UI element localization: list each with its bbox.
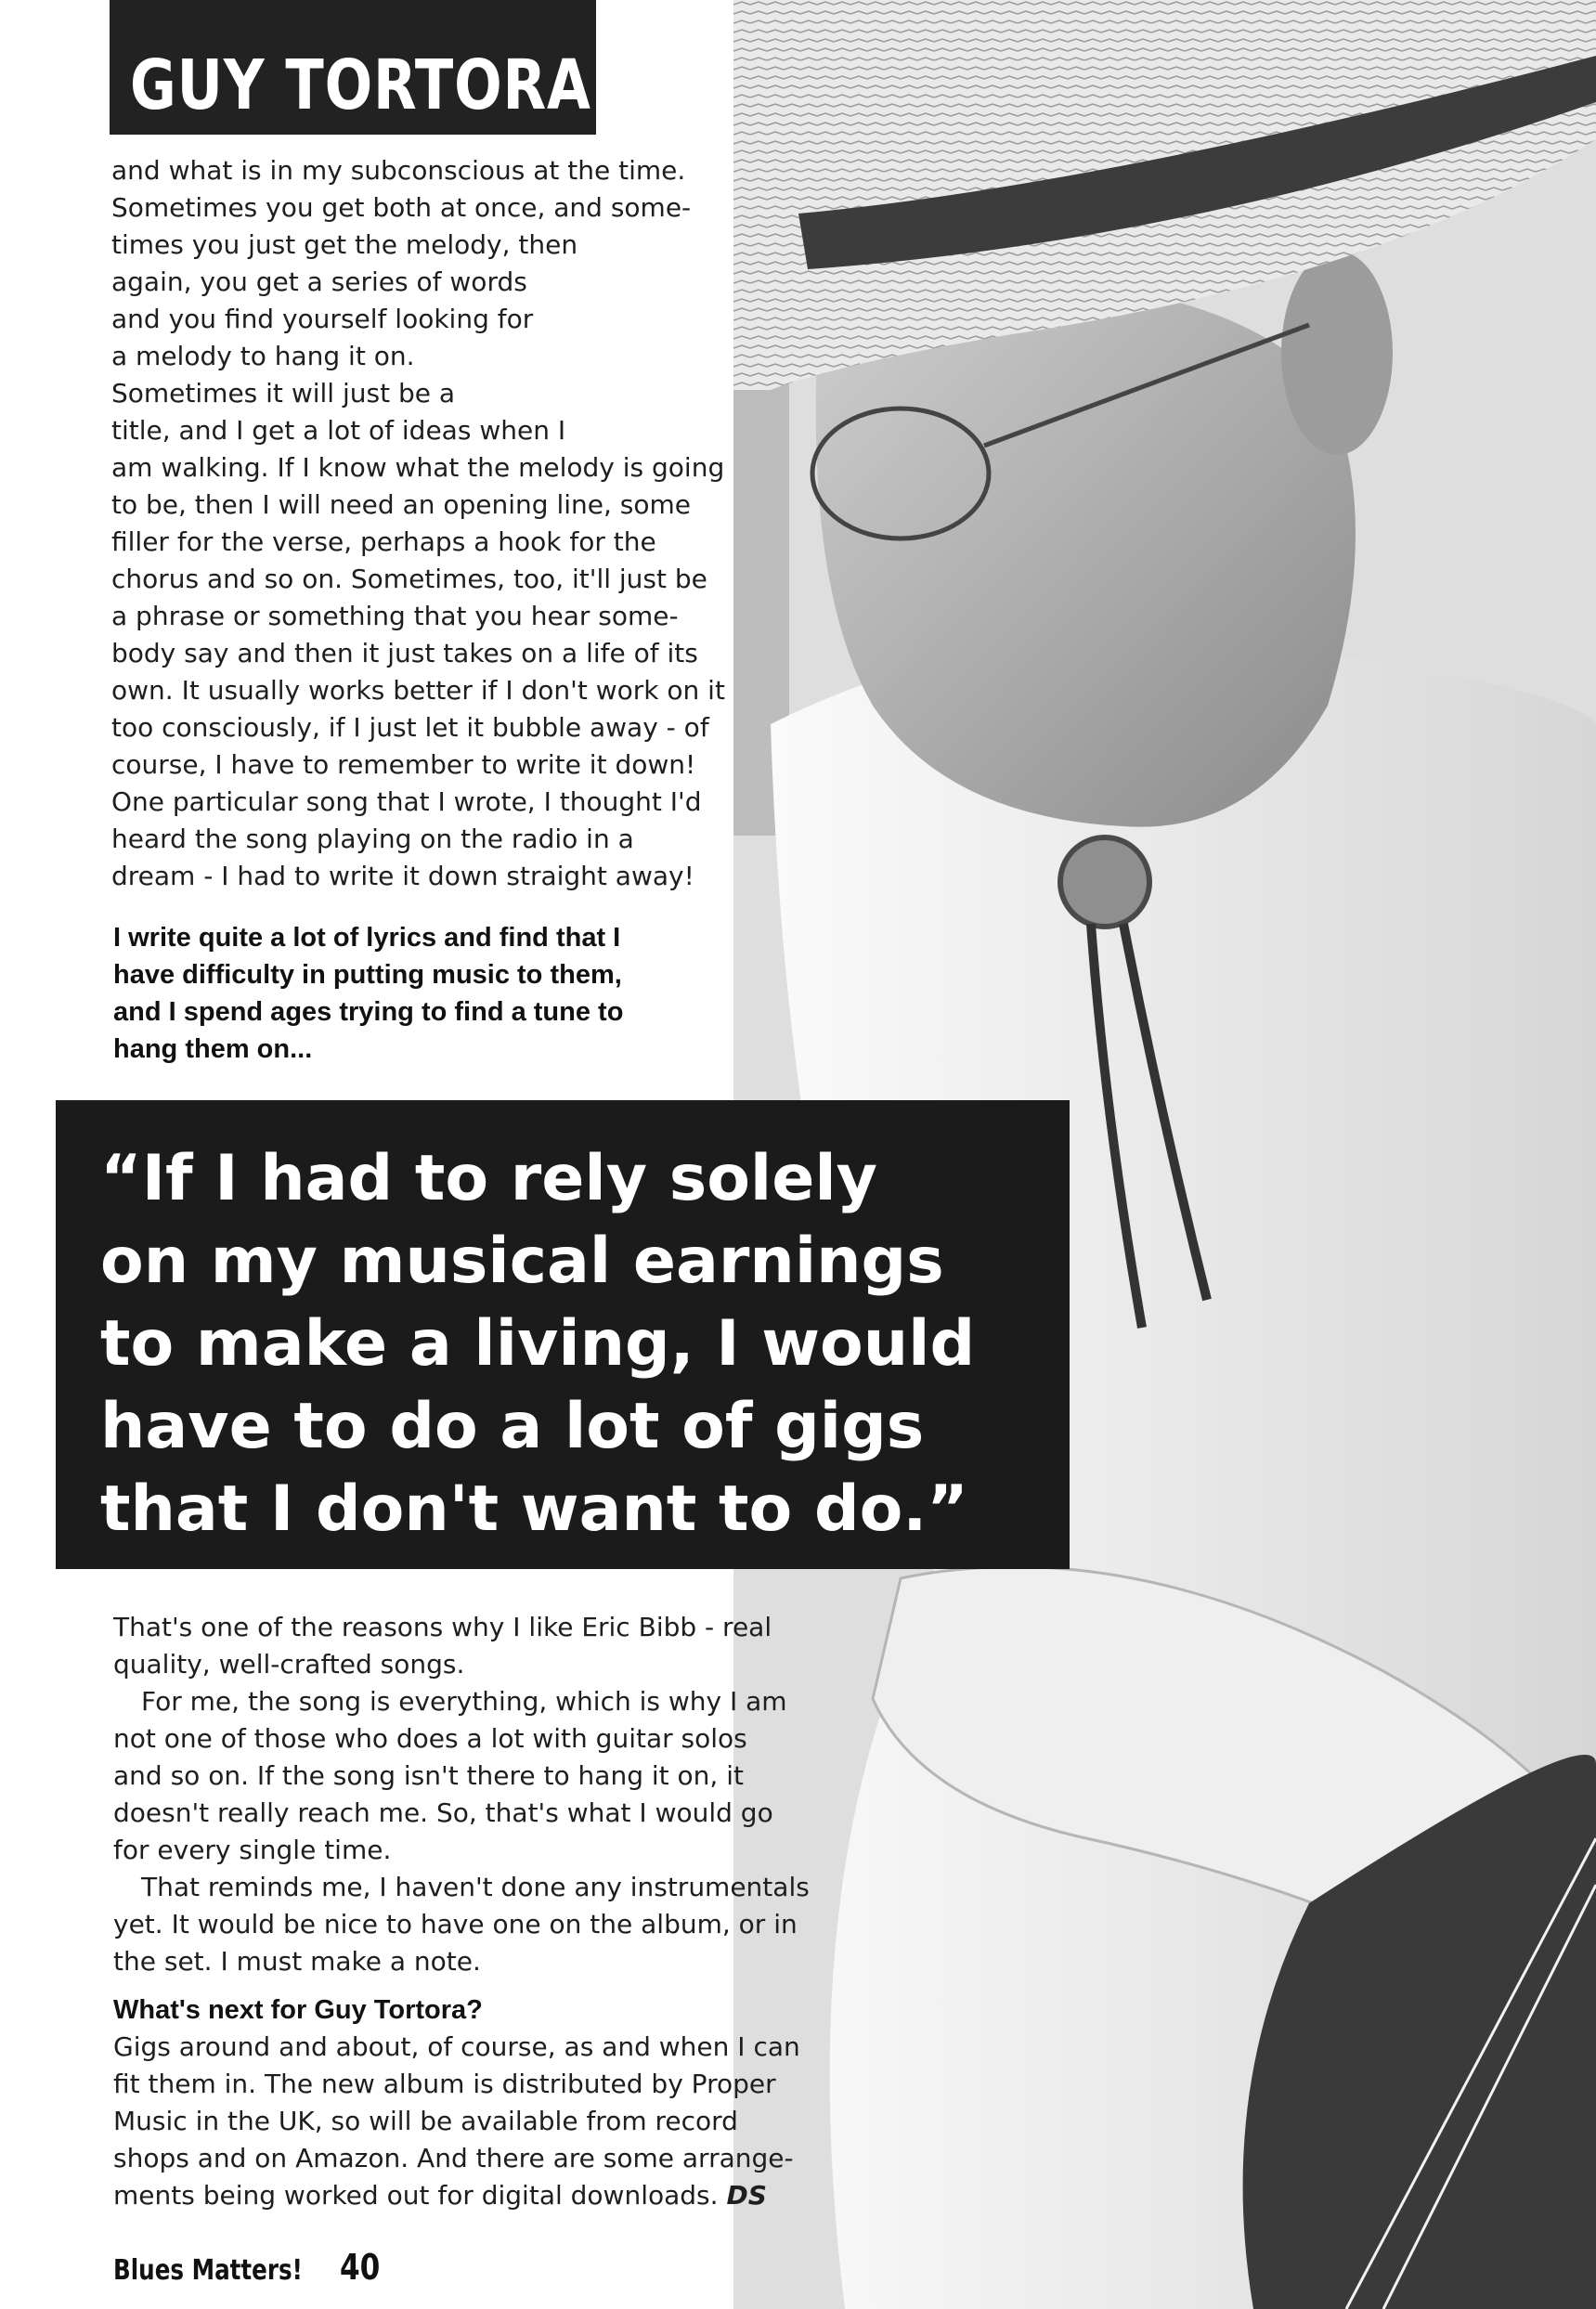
text-line: Gigs around and about, of course, as and when I can — [113, 2031, 800, 2062]
text-line: body say and then it just takes on a life of its — [111, 638, 698, 668]
page-footer — [113, 2247, 389, 2288]
text-line: chorus and so on. Sometimes, too, it'll just be — [111, 564, 707, 594]
question-line: and I spend ages trying to find a tune to — [113, 997, 624, 1027]
text-line: for every single time. — [113, 1835, 392, 1865]
pull-quote-line: on my musical earnings — [100, 1225, 944, 1298]
question-line: hang them on... — [113, 1034, 313, 1064]
text-line: heard the song playing on the radio in a — [111, 824, 634, 854]
text-line: quality, well-crafted songs. — [113, 1649, 465, 1680]
final-answer-paragraph — [113, 2029, 837, 2214]
text-line: course, I have to remember to write it down! — [111, 749, 696, 780]
text-line — [113, 2177, 837, 2214]
question-line: have difficulty in putting music to them, — [113, 960, 622, 990]
final-text: ments being worked out for digital downloads. — [113, 2180, 719, 2211]
pull-quote-line: that I don't want to do.” — [100, 1472, 968, 1546]
text-line: title, and I get a lot of ideas when I — [111, 415, 566, 446]
text-line: and you find yourself looking for — [111, 304, 534, 334]
article-title-banner — [110, 0, 596, 135]
text-line: not one of those who does a lot with guitar solos — [113, 1723, 747, 1754]
text-line: For me, the song is everything, which is why I am — [141, 1686, 787, 1717]
text-line: That's one of the reasons why I like Eric Bibb - real — [113, 1612, 772, 1642]
text-line: Sometimes you get both at once, and some- — [111, 192, 692, 223]
text-line: yet. It would be nice to have one on the album, or in — [113, 1909, 798, 1939]
text-line: own. It usually works better if I don't work on it — [111, 675, 725, 706]
text-line: again, you get a series of words — [111, 266, 527, 297]
text-line: dream - I had to write it down straight away! — [111, 861, 694, 891]
text-line: Sometimes it will just be a — [111, 378, 456, 409]
text-line: filler for the verse, perhaps a hook for the — [111, 526, 656, 557]
text-line: doesn't really reach me. So, that's what I would go — [113, 1797, 773, 1828]
pull-quote-line: have to do a lot of gigs — [100, 1390, 925, 1463]
text-line: am walking. If I know what the melody is going — [111, 452, 725, 483]
answer-paragraph — [113, 1869, 837, 1980]
pull-quote — [100, 1137, 975, 1550]
text-line: times you just get the melody, then — [111, 229, 578, 260]
pull-quote-line: “If I had to rely solely — [100, 1142, 877, 1215]
interview-question-2: What's next for Guy Tortora? — [113, 1995, 483, 2025]
text-line: shops and on Amazon. And there are some arrange- — [113, 2143, 794, 2173]
page-number: 40 — [340, 2247, 381, 2288]
text-line: a melody to hang it on. — [111, 341, 415, 371]
pull-quote-line: to make a living, I would — [100, 1307, 976, 1381]
text-line: and what is in my subconscious at the time. — [111, 155, 686, 186]
text-line: a phrase or something that you hear some- — [111, 601, 679, 631]
magazine-name: Blues Matters! — [113, 2254, 303, 2287]
answer-column — [113, 1609, 837, 2214]
article-title: GUY TORTORA — [130, 45, 591, 125]
pull-quote-box — [56, 1100, 1070, 1569]
text-line: fit them in. The new album is distributed by Proper — [113, 2069, 776, 2099]
text-line: to be, then I will need an opening line, some — [111, 489, 692, 520]
author-initials: DS — [726, 2180, 767, 2211]
question-line: I write quite a lot of lyrics and find that I — [113, 923, 621, 953]
answer-paragraph — [113, 1683, 837, 1869]
intro-paragraph — [111, 152, 743, 895]
text-line: Music in the UK, so will be available from record — [113, 2106, 738, 2136]
answer-paragraph — [113, 1609, 837, 1683]
interview-question — [113, 919, 689, 1068]
text-line: and so on. If the song isn't there to hang it on, it — [113, 1760, 744, 1791]
text-line: That reminds me, I haven't done any instrumentals — [141, 1872, 810, 1902]
text-line: the set. I must make a note. — [113, 1946, 481, 1977]
text-line: One particular song that I wrote, I thought I'd — [111, 786, 702, 817]
text-line: too consciously, if I just let it bubble away - of — [111, 712, 709, 743]
